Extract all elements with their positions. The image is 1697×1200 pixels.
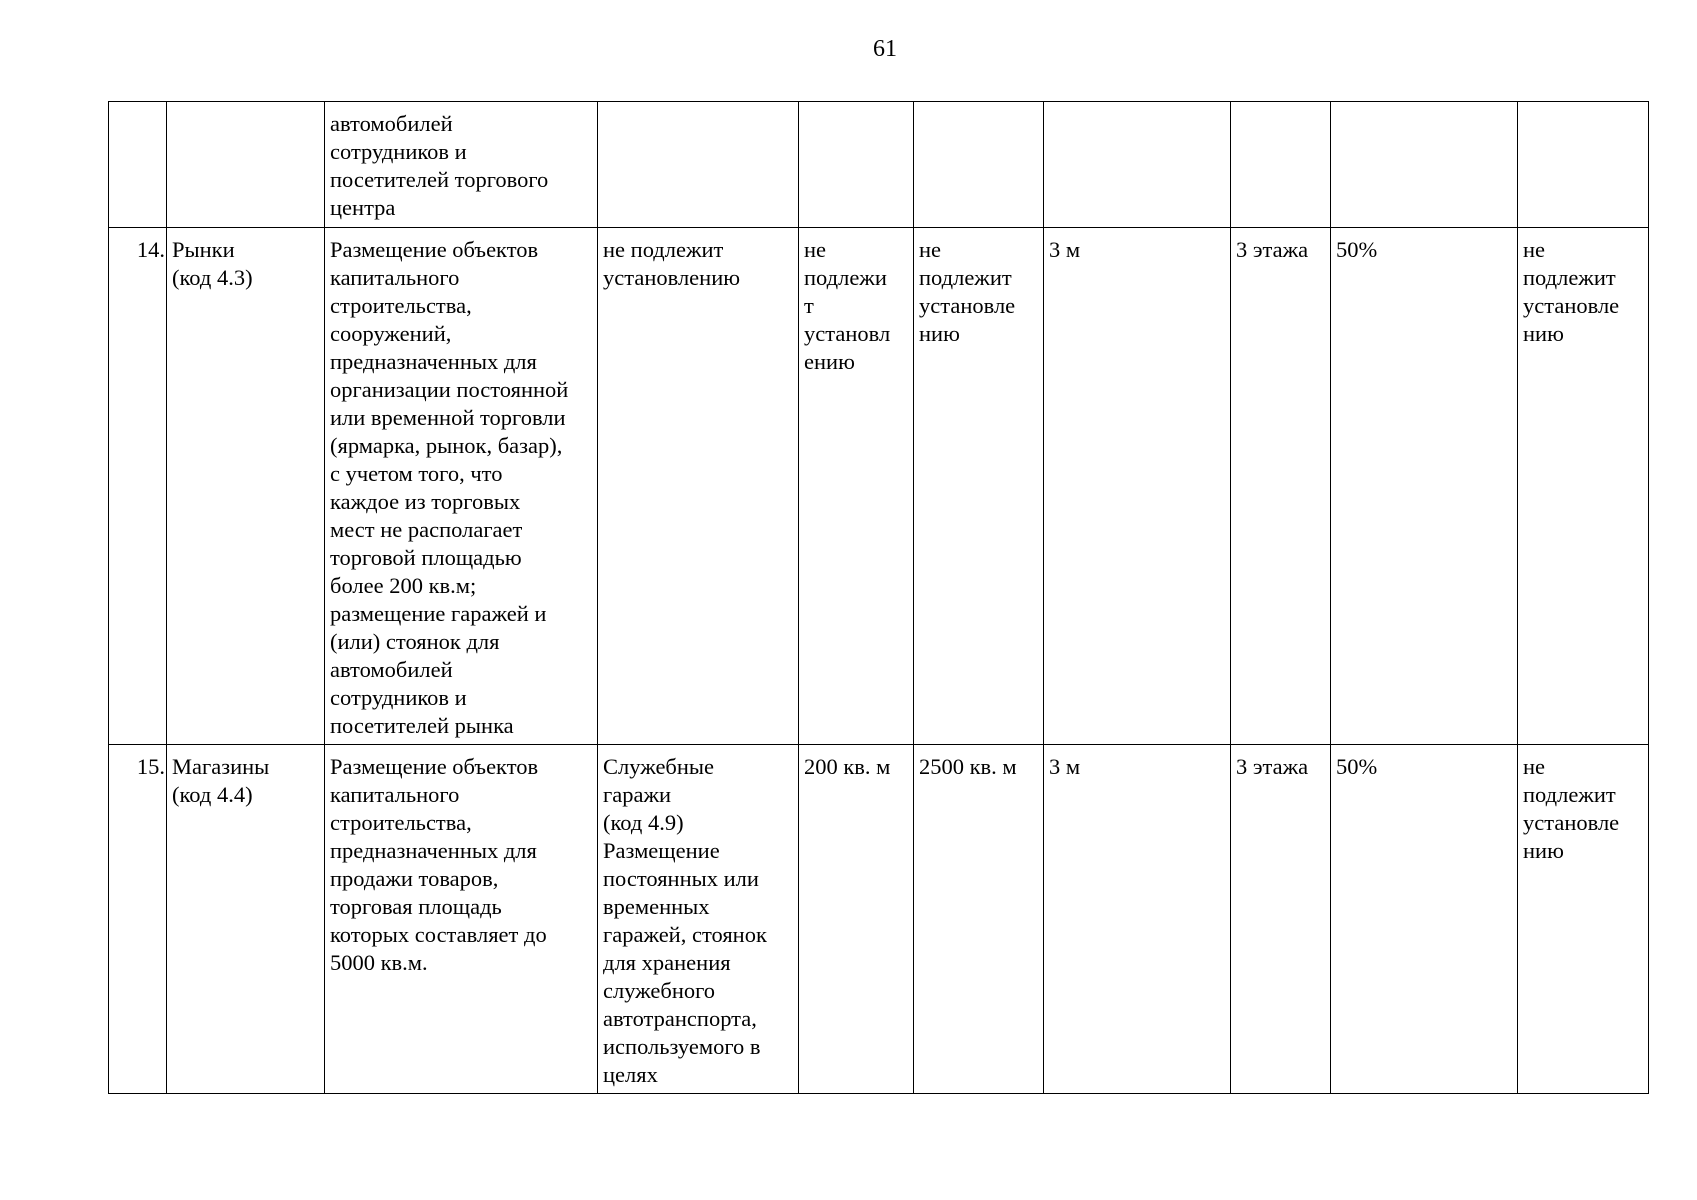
max-floors-cell xyxy=(1231,228,1331,745)
min-plot-area-line: ению xyxy=(804,349,855,374)
table-row xyxy=(109,102,1649,228)
auxiliary-use-line: гаражи xyxy=(603,782,672,807)
other-parameters-line: не xyxy=(1523,754,1546,779)
max-coverage: 50% xyxy=(1336,237,1378,262)
auxiliary-use-line: для хранения xyxy=(603,950,731,975)
land-use-description-line: организации постоянной xyxy=(330,377,569,402)
max-plot-area-line: не xyxy=(919,237,942,262)
auxiliary-use-cell xyxy=(598,102,799,228)
auxiliary-use-line: автотранспорта, xyxy=(603,1006,757,1031)
land-use-description-line: сотрудников и xyxy=(330,139,467,164)
auxiliary-use-line: (код 4.9) xyxy=(603,810,684,835)
land-use-description-cell xyxy=(325,102,598,228)
land-use-description-line: продажи товаров, xyxy=(330,866,499,891)
other-parameters-line: не xyxy=(1523,237,1546,262)
max-coverage-cell xyxy=(1331,228,1518,745)
land-use-name-cell xyxy=(167,228,325,745)
regulations-table xyxy=(108,101,1649,1094)
land-use-description-line: которых составляет до xyxy=(330,922,547,947)
max-coverage-cell xyxy=(1331,745,1518,1094)
row-number-cell xyxy=(109,102,167,228)
land-use-description-line: строительства, xyxy=(330,293,472,318)
max-floors: 3 этажа xyxy=(1236,754,1309,779)
min-setback-cell xyxy=(1044,102,1231,228)
auxiliary-use-line: постоянных или xyxy=(603,866,759,891)
max-plot-area-line: установле xyxy=(919,293,1016,318)
land-use-description-line: каждое из торговых xyxy=(330,489,521,514)
land-use-description-line: торговая площадь xyxy=(330,894,502,919)
land-use-description-cell xyxy=(325,228,598,745)
other-parameters-line: установле xyxy=(1523,810,1620,835)
land-use-description-line: посетителей торгового xyxy=(330,167,549,192)
land-use-description-line: Размещение объектов xyxy=(330,237,539,262)
row-number: 15. xyxy=(136,754,165,779)
min-plot-area-cell xyxy=(799,102,914,228)
land-use-name-line: Магазины xyxy=(172,754,270,779)
max-plot-area-cell xyxy=(914,745,1044,1094)
land-use-description-line: посетителей рынка xyxy=(330,713,514,738)
other-parameters-cell xyxy=(1518,228,1649,745)
max-floors: 3 этажа xyxy=(1236,237,1309,262)
min-plot-area-line: не xyxy=(804,237,827,262)
land-use-description-line: автомобилей xyxy=(330,657,453,682)
max-plot-area-line: нию xyxy=(919,321,960,346)
min-plot-area-line: т xyxy=(804,293,814,318)
auxiliary-use-line: гаражей, стоянок xyxy=(603,922,767,947)
auxiliary-use-line: служебного xyxy=(603,978,716,1003)
min-setback-cell xyxy=(1044,745,1231,1094)
other-parameters-line: нию xyxy=(1523,838,1564,863)
land-use-description-line: мест не располагает xyxy=(330,517,523,542)
land-use-description-line: предназначенных для xyxy=(330,349,537,374)
auxiliary-use-line: временных xyxy=(603,894,710,919)
min-setback-cell xyxy=(1044,228,1231,745)
page-number: 61 xyxy=(873,36,897,62)
land-use-description-line: с учетом того, что xyxy=(330,461,503,486)
land-use-description-line: размещение гаражей и xyxy=(330,601,547,626)
auxiliary-use-cell xyxy=(598,745,799,1094)
min-plot-area-cell xyxy=(799,228,914,745)
other-parameters-line: нию xyxy=(1523,321,1564,346)
auxiliary-use-line: установлению xyxy=(603,265,741,290)
other-parameters-line: подлежит xyxy=(1523,265,1616,290)
min-setback: 3 м xyxy=(1049,237,1081,262)
max-floors-cell xyxy=(1231,745,1331,1094)
land-use-description-line: торговой площадью xyxy=(330,545,522,570)
other-parameters-cell xyxy=(1518,102,1649,228)
land-use-description-line: более 200 кв.м; xyxy=(330,573,477,598)
min-plot-area-cell xyxy=(799,745,914,1094)
auxiliary-use-line: Служебные xyxy=(603,754,715,779)
land-use-description-line: сотрудников и xyxy=(330,685,467,710)
land-use-name-cell xyxy=(167,102,325,228)
land-use-description-line: капитального xyxy=(330,265,460,290)
min-plot-area-line: установл xyxy=(804,321,891,346)
land-use-name-cell xyxy=(167,745,325,1094)
land-use-name-line: (код 4.4) xyxy=(172,782,253,807)
row-number-cell xyxy=(109,228,167,745)
auxiliary-use-line: используемого в xyxy=(603,1034,761,1059)
min-plot-area-line: подлежи xyxy=(804,265,887,290)
max-floors-cell xyxy=(1231,102,1331,228)
min-plot-area-line: 200 кв. м xyxy=(804,754,891,779)
land-use-description-line: 5000 кв.м. xyxy=(330,950,428,975)
max-plot-area-cell xyxy=(914,228,1044,745)
land-use-description-line: или временной торговли xyxy=(330,405,566,430)
land-use-description-line: Размещение объектов xyxy=(330,754,539,779)
max-plot-area-line: подлежит xyxy=(919,265,1012,290)
land-use-name-line: Рынки xyxy=(172,237,235,262)
other-parameters-cell xyxy=(1518,745,1649,1094)
land-use-name-line: (код 4.3) xyxy=(172,265,253,290)
max-plot-area-line: 2500 кв. м xyxy=(919,754,1017,779)
land-use-description-line: сооружений, xyxy=(330,321,452,346)
max-coverage-cell xyxy=(1331,102,1518,228)
land-use-description-line: центра xyxy=(330,195,396,220)
auxiliary-use-line: целях xyxy=(603,1062,658,1087)
land-use-description-line: (ярмарка, рынок, базар), xyxy=(330,433,563,458)
table-row xyxy=(109,228,1649,745)
table-row xyxy=(109,745,1649,1094)
land-use-description-line: капитального xyxy=(330,782,460,807)
row-number: 14. xyxy=(136,237,165,262)
auxiliary-use-cell xyxy=(598,228,799,745)
land-use-description-line: строительства, xyxy=(330,810,472,835)
land-use-description-cell xyxy=(325,745,598,1094)
land-use-description-line: (или) стоянок для xyxy=(330,629,500,654)
other-parameters-line: подлежит xyxy=(1523,782,1616,807)
min-setback: 3 м xyxy=(1049,754,1081,779)
land-use-description-line: предназначенных для xyxy=(330,838,537,863)
max-coverage: 50% xyxy=(1336,754,1378,779)
other-parameters-line: установле xyxy=(1523,293,1620,318)
row-number-cell xyxy=(109,745,167,1094)
auxiliary-use-line: не подлежит xyxy=(603,237,724,262)
land-use-description-line: автомобилей xyxy=(330,111,453,136)
max-plot-area-cell xyxy=(914,102,1044,228)
auxiliary-use-line: Размещение xyxy=(603,838,720,863)
